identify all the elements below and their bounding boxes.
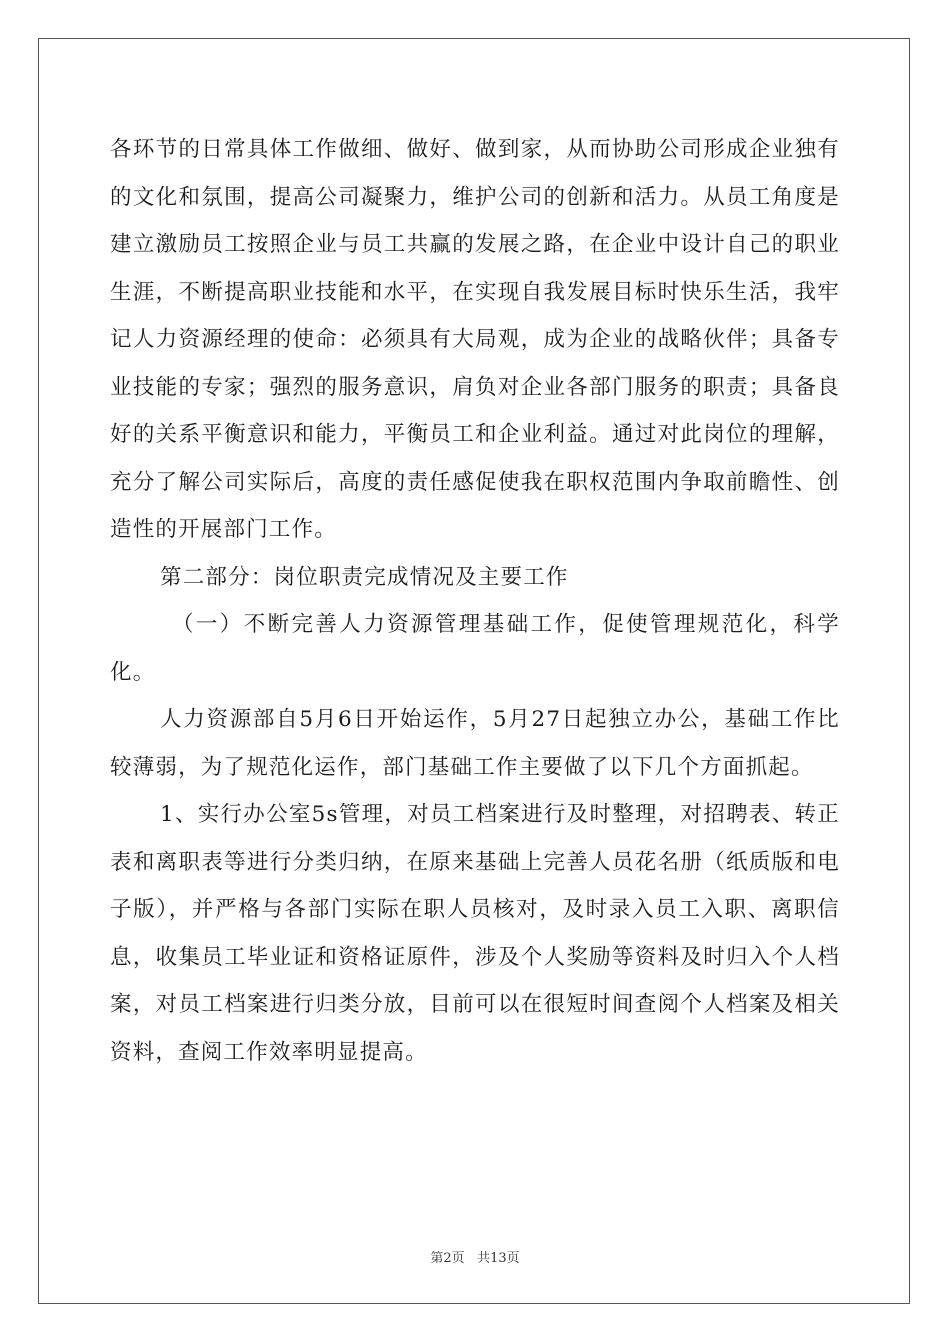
subsection-heading: （一）不断完善人力资源管理基础工作，促使管理规范化，科学化。	[110, 612, 840, 685]
list-item-paragraph: 1、实行办公室5s管理，对员工档案进行及时整理，对招聘表、转正表和离职表等进行分类归纳，在原来基础上完善人员花名册（纸质版和电子版），并严格与各部门实际在职人员核对，及时录入员工入职、离职信息，收集员工毕业证和资格证原件，涉及个人奖励等资料及时归入个人档案，对员工档案进行归类分放，目前可以在很短时间查阅个人档案及相关资料，查阅工作效率明显提高。	[110, 802, 840, 1065]
section-heading: 第二部分：岗位职责完成情况及主要工作	[160, 564, 569, 590]
page-footer	[0, 1247, 950, 1266]
page-number: 第2页	[430, 1251, 465, 1266]
page-total: 共13页	[477, 1251, 520, 1266]
document-body	[110, 126, 840, 1076]
paragraph-continued: 各环节的日常具体工作做细、做好、做到家，从而协助公司形成企业独有的文化和氛围，提高公司凝聚力，维护公司的创新和活力。从员工角度是建立激励员工按照企业与员工共赢的发展之路，在企业中设计自己的职业生涯，不断提高职业技能和水平，在实现自我发展目标时快乐生活，我牢记人力资源经理的使命：必须具有大局观，成为企业的战略伙伴；具备专业技能的专家；强烈的服务意识，肩负对企业各部门服务的职责；具备良好的关系平衡意识和能力，平衡员工和企业利益。通过对此岗位的理解，充分了解公司实际后，高度的责任感促使我在职权范围内争取前瞻性、创造性的开展部门工作。	[110, 137, 840, 542]
paragraph: 人力资源部自5月6日开始运作，5月27日起独立办公，基础工作比较薄弱，为了规范化运作，部门基础工作主要做了以下几个方面抓起。	[110, 707, 840, 780]
